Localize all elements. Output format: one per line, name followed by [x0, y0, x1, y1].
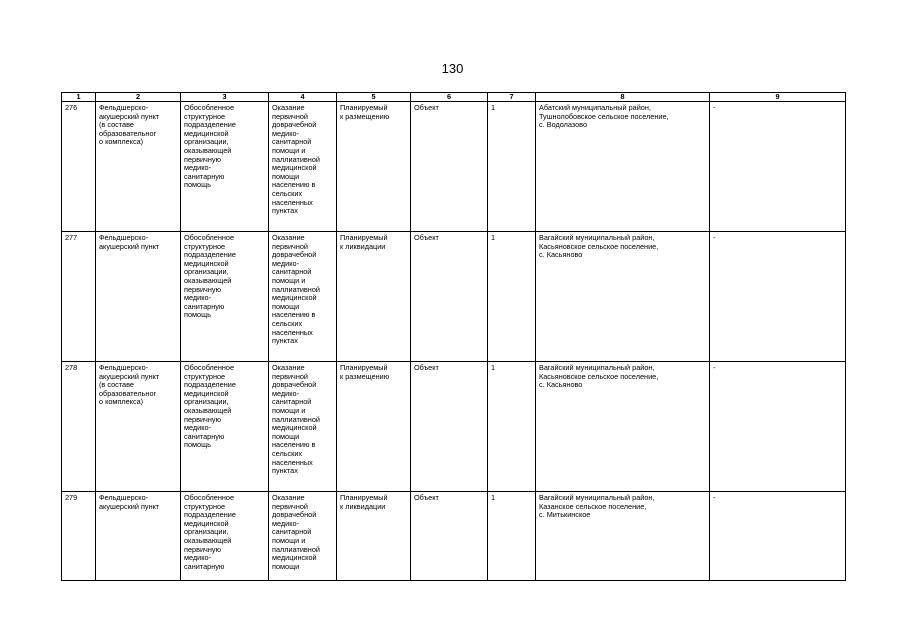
page-number: 130	[441, 61, 464, 76]
cell-status: Планируемый к размещению	[337, 362, 411, 492]
document-table	[61, 92, 846, 581]
cell-number: 279	[62, 492, 96, 581]
cell-type: Обособленное структурное подразделение медицинской организации, оказывающей первичную медико- санитарную	[181, 492, 269, 581]
cell-location: Абатский муниципальный район, Тушнолобовское сельское поселение, с. Водолазово	[536, 102, 710, 232]
table-row	[62, 232, 846, 362]
column-header: 6	[411, 93, 488, 102]
cell-location: Вагайский муниципальный район, Казанское сельское поселение, с. Митькинское	[536, 492, 710, 581]
cell-number: 277	[62, 232, 96, 362]
cell-type: Обособленное структурное подразделение медицинской организации, оказывающей первичную медико- санитарную помощь	[181, 232, 269, 362]
cell-number: 276	[62, 102, 96, 232]
cell-count: 1	[488, 362, 536, 492]
cell-status: Планируемый к размещению	[337, 102, 411, 232]
cell-name: Фельдшерско- акушерский пункт	[96, 232, 181, 362]
cell-location: Вагайский муниципальный район, Касьяновское сельское поселение, с. Касьяново	[536, 362, 710, 492]
cell-purpose: Оказание первичной доврачебной медико- санитарной помощи и паллиативной медицинской помощи населению в сельских населенных пунктах	[269, 102, 337, 232]
column-header: 5	[337, 93, 411, 102]
cell-note: -	[710, 102, 846, 232]
cell-count: 1	[488, 492, 536, 581]
cell-type: Обособленное структурное подразделение медицинской организации, оказывающей первичную медико- санитарную помощь	[181, 362, 269, 492]
cell-kind: Объект	[411, 102, 488, 232]
column-header: 4	[269, 93, 337, 102]
cell-location: Вагайский муниципальный район, Касьяновское сельское поселение, с. Касьяново	[536, 232, 710, 362]
column-header: 3	[181, 93, 269, 102]
column-header: 2	[96, 93, 181, 102]
column-header: 7	[488, 93, 536, 102]
cell-name: Фельдшерско- акушерский пункт (в составе образовательног о комплекса)	[96, 102, 181, 232]
cell-count: 1	[488, 232, 536, 362]
table-row	[62, 102, 846, 232]
column-header: 9	[710, 93, 846, 102]
cell-type: Обособленное структурное подразделение медицинской организации, оказывающей первичную медико- санитарную помощь	[181, 102, 269, 232]
cell-note: -	[710, 492, 846, 581]
cell-name: Фельдшерско- акушерский пункт (в составе образовательног о комплекса)	[96, 362, 181, 492]
cell-name: Фельдшерско- акушерский пункт	[96, 492, 181, 581]
column-header: 1	[62, 93, 96, 102]
cell-note: -	[710, 232, 846, 362]
cell-kind: Объект	[411, 232, 488, 362]
cell-count: 1	[488, 102, 536, 232]
cell-kind: Объект	[411, 362, 488, 492]
cell-purpose: Оказание первичной доврачебной медико- санитарной помощи и паллиативной медицинской помощи населению в сельских населенных пунктах	[269, 362, 337, 492]
cell-number: 278	[62, 362, 96, 492]
cell-purpose: Оказание первичной доврачебной медико- санитарной помощи и паллиативной медицинской помощи населению в сельских населенных пунктах	[269, 232, 337, 362]
cell-status: Планируемый к ликвидации	[337, 492, 411, 581]
table-header-row	[62, 93, 846, 102]
cell-note: -	[710, 362, 846, 492]
column-header: 8	[536, 93, 710, 102]
cell-kind: Объект	[411, 492, 488, 581]
cell-status: Планируемый к ликвидации	[337, 232, 411, 362]
table-row	[62, 492, 846, 581]
cell-purpose: Оказание первичной доврачебной медико- санитарной помощи и паллиативной медицинской помощи	[269, 492, 337, 581]
table-row	[62, 362, 846, 492]
